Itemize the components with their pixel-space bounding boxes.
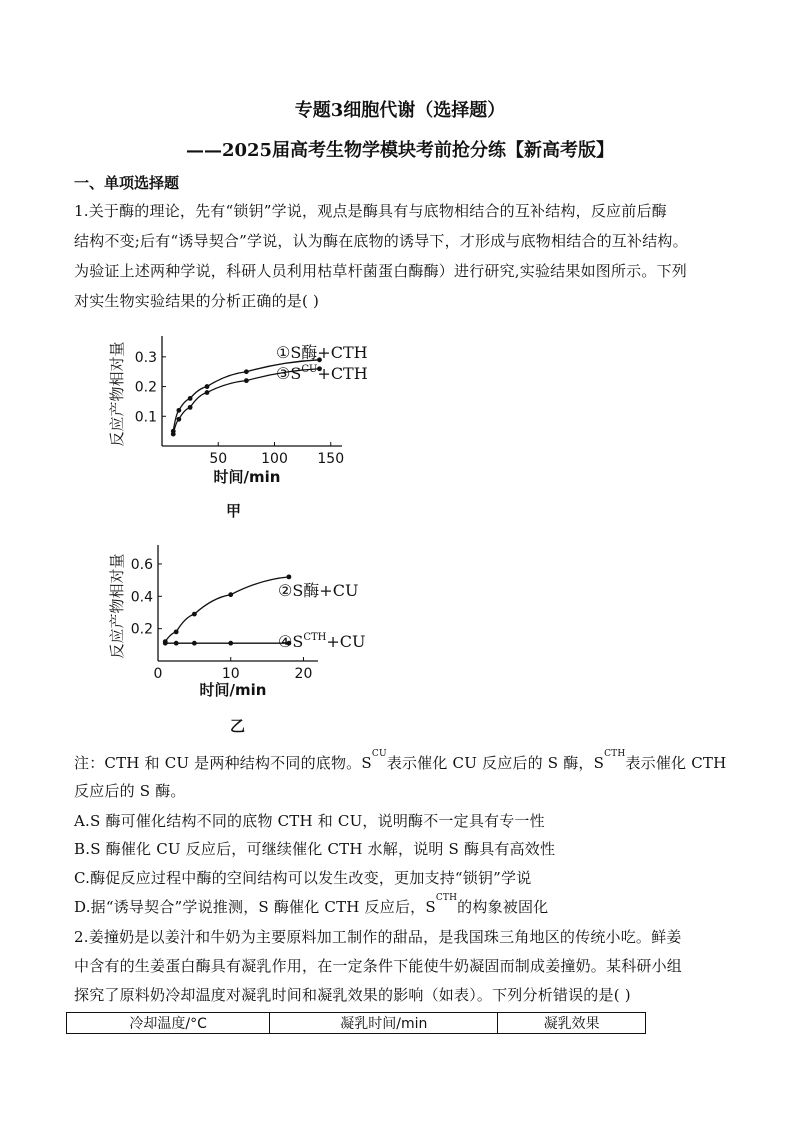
option-b: B.S 酶催化 CU 反应后，可继续催化 CTH 水解，说明 S 酶具有高效性 bbox=[74, 840, 556, 858]
data-point bbox=[174, 629, 179, 634]
data-point bbox=[163, 641, 168, 646]
data-point bbox=[174, 641, 179, 646]
chart-jia-caption: 甲 bbox=[226, 502, 242, 520]
section-heading: 一、单项选择题 bbox=[74, 174, 180, 192]
chart-yi bbox=[100, 535, 400, 705]
y-tick-label: 0.3 bbox=[134, 349, 157, 366]
q1-text-line: 结构不变;后有“诱导契合”学说，认为酶在底物的诱导下，才形成与底物相结合的互补结构。 bbox=[74, 232, 688, 250]
data-point bbox=[188, 405, 193, 410]
x-tick-label: 0 bbox=[153, 666, 163, 682]
data-point bbox=[188, 396, 193, 401]
y-axis-label: 反应产物相对量 bbox=[108, 341, 126, 447]
x-axis-label: 时间/min bbox=[199, 681, 267, 699]
series-label: ①S酶+CTH bbox=[276, 343, 368, 362]
option-c: C.酶促反应过程中酶的空间结构可以发生改变，更加支持“锁钥”学说 bbox=[74, 869, 532, 887]
table-header-cell: 冷却温度/°C bbox=[67, 1013, 270, 1034]
q1-text-line: 对实生物实验结果的分析正确的是( ) bbox=[74, 292, 320, 310]
x-tick-label: 10 bbox=[221, 666, 240, 682]
y-tick-label: 0.6 bbox=[130, 556, 153, 573]
series-line bbox=[165, 577, 289, 642]
q1-text-line: 1.关于酶的理论，先有“锁钥”学说，观点是酶具有与底物相结合的互补结构，反应前后酶 bbox=[74, 202, 667, 220]
data-point bbox=[228, 641, 233, 646]
table-header-cell: 凝乳时间/min bbox=[270, 1013, 498, 1034]
data-point bbox=[205, 384, 210, 389]
q1-text-line: 为验证上述两种学说，科研人员利用枯草杆菌蛋白酶酶）进行研究,实验结果如图所示。下列 bbox=[74, 262, 687, 280]
x-tick-label: 20 bbox=[294, 666, 313, 682]
note-line: 注：CTH 和 CU 是两种结构不同的底物。$S^{CU}$表示催化 CU 反应后的 S 酶，$S^{CTH}$表示催化 CTH bbox=[74, 749, 727, 772]
data-point bbox=[192, 641, 197, 646]
data-point bbox=[244, 378, 249, 383]
y-tick-label: 0.2 bbox=[130, 621, 153, 638]
option-d: D.据“诱导契合”学说推测，S 酶催化 CTH 反应后，$S^{CTH}$的构象被固化 bbox=[74, 893, 549, 916]
x-axis-label: 时间/min bbox=[213, 468, 281, 486]
x-tick-label: 150 bbox=[317, 451, 345, 467]
y-tick-label: 0.1 bbox=[134, 409, 157, 426]
series-label: $③S^{CU}+CTH$ bbox=[276, 364, 368, 383]
y-tick-label: 0.4 bbox=[130, 589, 153, 606]
y-axis-label: 反应产物相对量 bbox=[108, 553, 126, 659]
data-point bbox=[192, 612, 197, 617]
page-subtitle: ——2025届高考生物学模块考前抢分练【新高考版】 bbox=[185, 140, 615, 161]
x-tick-label: 100 bbox=[261, 451, 288, 467]
option-a: A.S 酶可催化结构不同的底物 CTH 和 CU，说明酶不一定具有专一性 bbox=[74, 812, 545, 830]
x-tick-label: 50 bbox=[209, 451, 228, 467]
note-line: 反应后的 S 酶。 bbox=[74, 782, 186, 800]
chart-jia bbox=[100, 318, 400, 498]
q2-text-line: 2.姜撞奶是以姜汁和牛奶为主要原料加工制作的甜品，是我国珠三角地区的传统小吃。鲜姜 bbox=[74, 928, 682, 946]
series-label: $④S^{CTH}+CU$ bbox=[278, 632, 366, 651]
data-point bbox=[205, 390, 210, 395]
page-title: 专题3细胞代谢（选择题） bbox=[294, 100, 506, 121]
chart-yi-caption: 乙 bbox=[230, 717, 246, 735]
data-point bbox=[176, 408, 181, 413]
table-header-cell: 凝乳效果 bbox=[498, 1013, 646, 1034]
data-point bbox=[171, 432, 176, 437]
y-tick-label: 0.2 bbox=[134, 379, 157, 396]
series-label: ②S酶+CU bbox=[278, 581, 359, 600]
data-table bbox=[66, 1012, 646, 1034]
q2-text-line: 探究了原料奶冷却温度对凝乳时间和凝乳效果的影响（如表）。下列分析错误的是( ) bbox=[74, 986, 631, 1004]
q2-text-line: 中含有的生姜蛋白酶具有凝乳作用，在一定条件下能使牛奶凝固而制成姜撞奶。某科研小组 bbox=[74, 957, 683, 975]
data-point bbox=[176, 417, 181, 422]
data-point bbox=[244, 369, 249, 374]
data-point bbox=[228, 592, 233, 597]
data-point bbox=[287, 574, 292, 579]
table-header-row bbox=[67, 1013, 646, 1034]
